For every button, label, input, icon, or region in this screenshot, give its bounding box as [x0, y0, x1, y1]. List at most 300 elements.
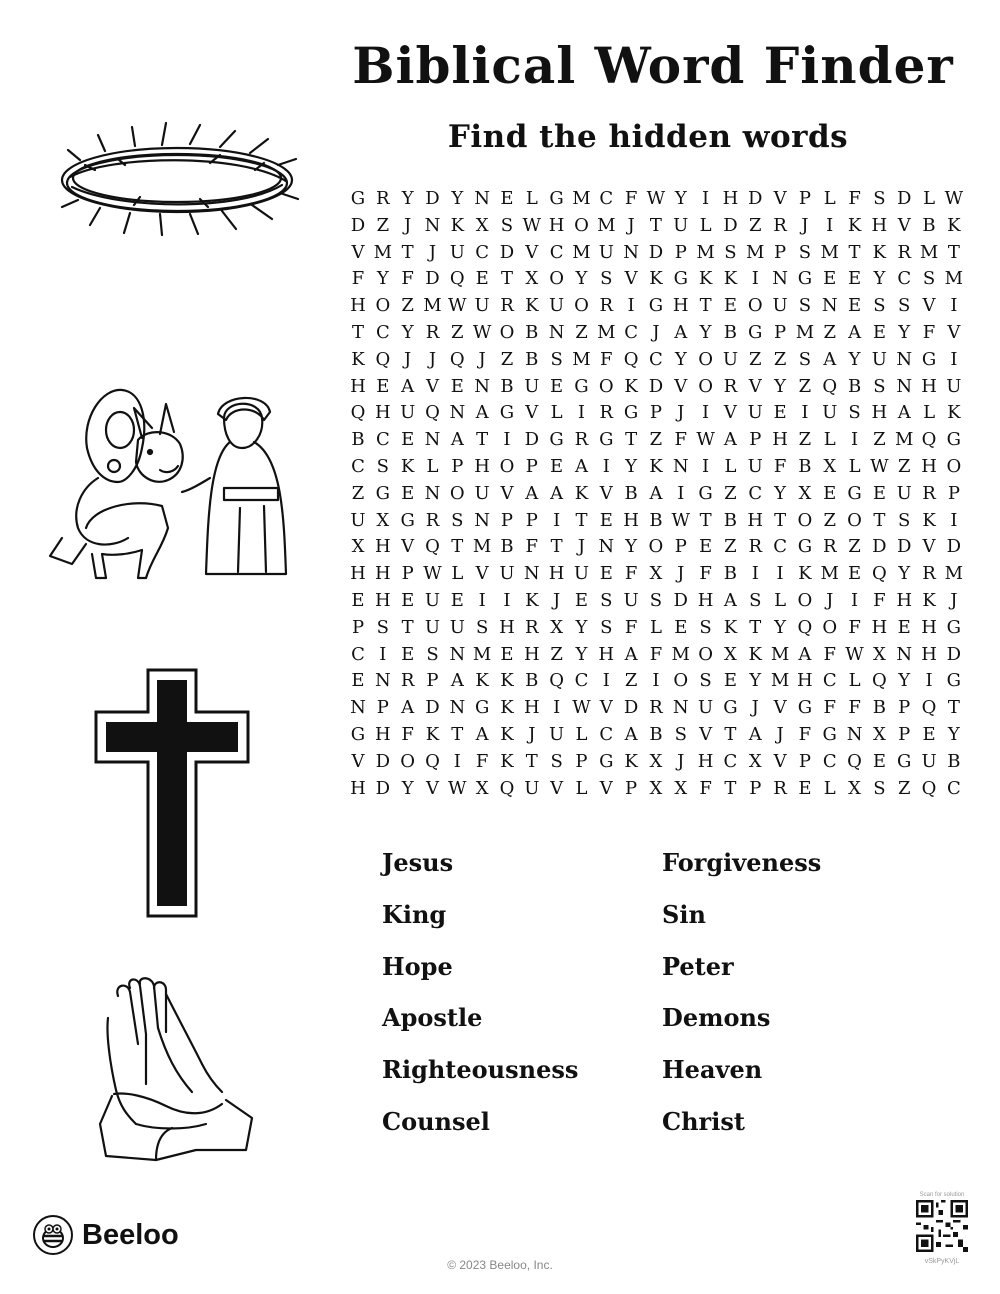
grid-letter: G: [797, 697, 813, 719]
grid-letter: C: [649, 348, 663, 370]
grid-letter: F: [649, 643, 663, 665]
grid-letter: J: [801, 214, 809, 236]
grid-letter: H: [548, 214, 565, 236]
grid-letter: X: [848, 777, 861, 799]
grid-letter: D: [623, 697, 639, 719]
grid-letter: G: [599, 750, 614, 772]
grid-letter: Y: [674, 188, 687, 209]
grid-letter: I: [602, 670, 610, 692]
grid-letter: O: [747, 295, 763, 317]
grid-letter: E: [401, 643, 415, 665]
grid-letter: K: [574, 482, 589, 504]
grid-letter: A: [798, 643, 812, 665]
grid-letter: H: [523, 643, 540, 665]
grid-letter: J: [677, 563, 685, 585]
grid-letter: F: [798, 723, 812, 745]
grid-letter: L: [550, 402, 563, 424]
grid-letter: E: [475, 268, 489, 290]
grid-letter: H: [350, 295, 366, 317]
grid-letter: N: [424, 429, 441, 451]
grid-letter: H: [772, 429, 788, 451]
grid-row: [346, 320, 966, 347]
grid-letter: C: [375, 429, 390, 451]
grid-letter: W: [472, 321, 492, 343]
grid-letter: Y: [947, 723, 960, 745]
grid-letter: Y: [674, 348, 687, 370]
grid-letter: H: [374, 563, 391, 585]
grid-letter: J: [428, 348, 437, 370]
grid-letter: T: [401, 616, 414, 638]
grid-letter: E: [847, 268, 862, 290]
grid-letter: N: [772, 268, 788, 290]
grid-letter: G: [847, 482, 862, 504]
grid-letter: T: [848, 241, 861, 263]
grid-letter: H: [374, 402, 391, 424]
grid-letter: K: [351, 348, 365, 370]
grid-letter: B: [624, 482, 638, 504]
grid-letter: S: [699, 670, 712, 692]
grid-letter: S: [898, 295, 911, 317]
grid-letter: D: [425, 188, 440, 209]
grid-letter: M: [795, 321, 815, 343]
grid-letter: H: [672, 295, 689, 317]
grid-letter: G: [946, 616, 962, 638]
grid-letter: Y: [625, 536, 638, 558]
grid-letter: G: [375, 482, 391, 504]
grid-letter: S: [798, 241, 812, 263]
grid-letter: E: [847, 563, 862, 585]
grid-letter: Z: [401, 295, 414, 317]
grid-letter: E: [599, 563, 613, 585]
grid-letter: T: [873, 509, 886, 531]
word-list-item: Christ: [662, 1106, 745, 1136]
grid-letter: L: [923, 188, 936, 209]
grid-letter: X: [649, 563, 663, 585]
grid-letter: U: [499, 563, 515, 585]
grid-letter: C: [822, 750, 837, 772]
grid-letter: S: [798, 348, 812, 370]
grid-letter: T: [724, 723, 737, 745]
grid-letter: U: [449, 241, 465, 263]
grid-letter: H: [921, 616, 937, 638]
copyright: © 2023 Beeloo, Inc.: [447, 1258, 553, 1272]
grid-letter: F: [823, 697, 836, 719]
grid-letter: H: [871, 214, 888, 236]
grid-letter: H: [871, 616, 888, 638]
grid-letter: Y: [401, 321, 414, 343]
grid-letter: I: [950, 348, 958, 370]
grid-letter: U: [424, 589, 441, 611]
grid-letter: Y: [898, 321, 911, 343]
grid-letter: M: [572, 348, 591, 370]
grid-letter: Z: [351, 482, 365, 504]
grid-letter: O: [574, 295, 589, 317]
grid-letter: R: [649, 697, 663, 719]
grid-letter: M: [597, 214, 616, 236]
grid-letter: Z: [724, 482, 737, 504]
grid-letter: X: [674, 777, 688, 799]
grid-letter: A: [723, 429, 737, 451]
grid-row: [346, 722, 966, 749]
grid-letter: C: [574, 670, 589, 692]
grid-letter: H: [697, 589, 714, 611]
grid-letter: Q: [449, 268, 465, 290]
grid-letter: D: [375, 750, 391, 772]
grid-letter: X: [376, 509, 390, 531]
grid-letter: Z: [897, 777, 911, 799]
grid-letter: L: [649, 616, 662, 638]
grid-letter: U: [722, 348, 738, 370]
grid-letter: Z: [848, 536, 861, 558]
grid-letter: R: [376, 188, 390, 209]
grid-letter: J: [652, 321, 660, 343]
grid-letter: M: [671, 643, 690, 665]
grid-letter: X: [649, 777, 663, 799]
grid-letter: J: [404, 214, 412, 236]
grid-letter: F: [600, 348, 613, 370]
grid-letter: E: [401, 482, 415, 504]
cross-icon: [92, 668, 252, 920]
grid-row: [346, 293, 966, 320]
grid-letter: V: [674, 375, 688, 397]
grid-row: [346, 240, 966, 267]
grid-letter: G: [897, 750, 912, 772]
grid-letter: D: [723, 214, 738, 236]
grid-letter: G: [623, 402, 639, 424]
grid-letter: S: [798, 295, 812, 317]
grid-letter: A: [649, 482, 663, 504]
grid-letter: I: [950, 509, 958, 531]
grid-letter: E: [922, 723, 936, 745]
grid-letter: S: [873, 375, 886, 397]
grid-letter: E: [897, 616, 911, 638]
grid-letter: W: [671, 509, 691, 531]
grid-letter: N: [672, 455, 689, 477]
grid-letter: M: [696, 241, 715, 263]
grid-letter: U: [673, 214, 689, 236]
grid-letter: G: [648, 295, 664, 317]
grid-letter: E: [351, 589, 365, 611]
grid-letter: Q: [921, 697, 937, 719]
grid-letter: H: [499, 616, 515, 638]
grid-letter: P: [401, 563, 414, 585]
grid-letter: V: [773, 697, 787, 719]
grid-letter: P: [749, 429, 762, 451]
grid-letter: J: [677, 750, 685, 772]
grid-letter: P: [351, 616, 365, 638]
grid-letter: D: [673, 589, 688, 611]
grid-letter: V: [599, 697, 613, 719]
grid-letter: Z: [624, 670, 638, 692]
grid-letter: B: [525, 321, 539, 343]
grid-letter: G: [921, 348, 937, 370]
grid-letter: Y: [401, 188, 414, 209]
grid-letter: H: [374, 723, 391, 745]
grid-row: [346, 642, 966, 669]
grid-letter: N: [350, 697, 366, 719]
grid-letter: H: [921, 455, 937, 477]
word-list-item: Peter: [662, 951, 734, 981]
grid-letter: J: [826, 589, 834, 611]
grid-letter: U: [424, 616, 441, 638]
grid-letter: F: [848, 697, 861, 719]
grid-letter: S: [922, 268, 936, 290]
grid-letter: F: [773, 455, 787, 477]
grid-letter: E: [351, 670, 365, 692]
grid-letter: T: [774, 509, 787, 531]
grid-letter: I: [751, 563, 759, 585]
grid-letter: F: [922, 321, 936, 343]
grid-letter: S: [674, 723, 687, 745]
grid-letter: W: [646, 188, 666, 209]
grid-letter: N: [474, 188, 491, 209]
grid-letter: B: [525, 348, 539, 370]
grid-letter: W: [522, 214, 542, 236]
grid-letter: G: [350, 723, 366, 745]
grid-letter: J: [404, 348, 412, 370]
grid-letter: X: [748, 750, 762, 772]
grid-letter: D: [748, 188, 763, 209]
grid-letter: P: [898, 697, 911, 719]
grid-letter: Y: [699, 321, 712, 343]
grid-letter: N: [548, 321, 565, 343]
grid-letter: R: [425, 321, 440, 343]
grid-letter: S: [550, 750, 563, 772]
grid-letter: L: [823, 777, 836, 799]
grid-letter: L: [699, 214, 712, 236]
grid-letter: L: [724, 455, 737, 477]
grid-letter: Z: [575, 321, 588, 343]
grid-letter: O: [698, 375, 713, 397]
grid-letter: E: [823, 268, 837, 290]
grid-letter: V: [922, 295, 936, 317]
grid-letter: H: [871, 402, 888, 424]
word-list: [382, 846, 942, 1157]
grid-letter: K: [798, 563, 812, 585]
grid-letter: P: [625, 777, 638, 799]
grid-letter: R: [922, 563, 936, 585]
grid-letter: I: [652, 670, 660, 692]
grid-letter: V: [897, 214, 911, 236]
grid-letter: F: [624, 563, 638, 585]
grid-letter: H: [921, 643, 937, 665]
grid-letter: U: [772, 295, 788, 317]
grid-letter: E: [550, 375, 564, 397]
grid-letter: V: [475, 563, 489, 585]
grid-letter: K: [649, 268, 663, 290]
grid-letter: L: [848, 670, 861, 692]
grid-letter: G: [549, 429, 564, 451]
grid-letter: K: [947, 214, 961, 236]
grid-letter: I: [453, 750, 461, 772]
grid-letter: M: [472, 643, 492, 665]
grid-letter: Q: [623, 348, 639, 370]
grid-letter: R: [525, 616, 539, 638]
grid-letter: Q: [872, 563, 887, 585]
grid-letter: H: [350, 777, 366, 799]
grid-letter: G: [822, 723, 837, 745]
brand: [32, 1214, 179, 1256]
grid-letter: A: [550, 482, 564, 504]
grid-letter: H: [722, 188, 739, 209]
grid-letter: T: [699, 295, 712, 317]
grid-letter: Z: [798, 375, 812, 397]
grid-letter: W: [448, 295, 467, 317]
grid-letter: R: [897, 241, 911, 263]
grid-letter: N: [449, 643, 466, 665]
grid-letter: D: [524, 429, 540, 451]
grid-letter: S: [898, 509, 911, 531]
grid-row: [346, 374, 966, 401]
grid-letter: A: [401, 697, 415, 719]
grid-letter: R: [773, 214, 787, 236]
grid-letter: K: [425, 723, 440, 745]
grid-letter: E: [500, 188, 514, 209]
grid-letter: X: [649, 750, 663, 772]
grid-letter: P: [426, 670, 439, 692]
grid-letter: T: [525, 750, 538, 772]
grid-letter: E: [674, 616, 688, 638]
grid-letter: D: [648, 241, 664, 263]
grid-letter: C: [351, 643, 365, 665]
grid-letter: B: [922, 214, 936, 236]
grid-letter: P: [649, 402, 662, 424]
grid-letter: D: [425, 697, 440, 719]
grid-letter: J: [428, 241, 437, 263]
grid-letter: K: [922, 589, 936, 611]
word-list-item: Counsel: [382, 1106, 490, 1136]
grid-letter: R: [500, 295, 514, 317]
grid-letter: R: [723, 375, 738, 397]
grid-letter: G: [474, 697, 490, 719]
grid-letter: S: [550, 348, 563, 370]
grid-letter: F: [674, 429, 688, 451]
grid-letter: O: [574, 214, 589, 236]
grid-letter: M: [746, 241, 765, 263]
grid-letter: V: [525, 402, 539, 424]
grid-letter: H: [523, 697, 540, 719]
grid-letter: R: [748, 536, 763, 558]
grid-letter: Z: [748, 214, 762, 236]
grid-letter: E: [773, 402, 787, 424]
grid-letter: M: [472, 536, 492, 558]
grid-letter: L: [823, 429, 836, 451]
grid-letter: F: [475, 750, 489, 772]
grid-letter: I: [801, 402, 809, 424]
grid-letter: B: [798, 455, 812, 477]
grid-letter: T: [476, 429, 489, 451]
grid-letter: U: [946, 375, 962, 397]
grid-letter: G: [946, 670, 962, 692]
grid-letter: L: [451, 563, 464, 585]
grid-letter: T: [947, 241, 960, 263]
grid-letter: Q: [449, 348, 465, 370]
grid-letter: O: [847, 509, 862, 531]
grid-letter: O: [797, 589, 813, 611]
grid-letter: N: [474, 509, 491, 531]
word-list-item: Forgiveness: [662, 848, 822, 877]
grid-row: [346, 534, 966, 561]
grid-letter: Q: [350, 402, 366, 424]
grid-letter: B: [525, 670, 539, 692]
grid-letter: P: [798, 188, 811, 209]
qr-code-icon[interactable]: [916, 1200, 968, 1252]
grid-letter: E: [723, 295, 737, 317]
grid-letter: M: [572, 188, 591, 209]
grid-letter: T: [649, 214, 662, 236]
grid-letter: K: [500, 750, 514, 772]
grid-letter: W: [423, 563, 442, 585]
grid-letter: U: [549, 723, 565, 745]
grid-row: [346, 186, 966, 213]
grid-letter: B: [351, 429, 365, 451]
grid-row: [346, 695, 966, 722]
qr-block: [912, 1190, 972, 1267]
grid-letter: H: [797, 670, 813, 692]
word-list-item: Righteousness: [382, 1055, 579, 1085]
grid-letter: O: [400, 750, 416, 772]
grid-letter: Q: [375, 348, 391, 370]
grid-letter: N: [598, 536, 615, 558]
bee-logo-icon: [32, 1214, 74, 1256]
grid-letter: A: [823, 348, 837, 370]
grid-letter: H: [374, 536, 391, 558]
grid-letter: A: [401, 375, 415, 397]
grid-letter: H: [548, 563, 565, 585]
grid-letter: K: [748, 643, 762, 665]
grid-letter: Q: [921, 777, 937, 799]
grid-letter: U: [524, 777, 540, 799]
grid-letter: B: [723, 509, 738, 531]
grid-row: [346, 481, 966, 508]
grid-letter: P: [947, 482, 960, 504]
grid-letter: U: [449, 616, 465, 638]
grid-letter: L: [575, 777, 588, 799]
grid-letter: E: [500, 643, 514, 665]
grid-letter: L: [426, 455, 439, 477]
grid-letter: I: [851, 429, 859, 451]
grid-letter: F: [699, 563, 712, 585]
grid-letter: C: [773, 536, 787, 558]
grid-letter: B: [500, 375, 514, 397]
grid-letter: S: [376, 616, 389, 638]
grid-letter: O: [648, 536, 664, 558]
grid-letter: K: [500, 723, 514, 745]
grid-letter: S: [426, 643, 439, 665]
grid-letter: U: [474, 482, 490, 504]
grid-letter: S: [500, 214, 514, 236]
grid-letter: W: [944, 188, 964, 209]
word-list-item: Apostle: [382, 1003, 483, 1033]
grid-letter: T: [451, 536, 464, 558]
grid-letter: M: [944, 563, 964, 585]
grid-letter: G: [549, 188, 564, 209]
grid-letter: S: [649, 589, 663, 611]
grid-letter: N: [821, 295, 838, 317]
grid-letter: C: [822, 670, 837, 692]
grid-letter: A: [624, 723, 638, 745]
grid-letter: T: [749, 616, 762, 638]
grid-letter: C: [723, 750, 738, 772]
grid-letter: O: [499, 455, 515, 477]
praying-hands-icon: [96, 974, 256, 1164]
grid-letter: Z: [773, 348, 787, 370]
grid-row: [346, 776, 966, 803]
grid-row: [346, 427, 966, 454]
grid-row: [346, 561, 966, 588]
grid-row: [346, 588, 966, 615]
grid-letter: E: [574, 589, 589, 611]
